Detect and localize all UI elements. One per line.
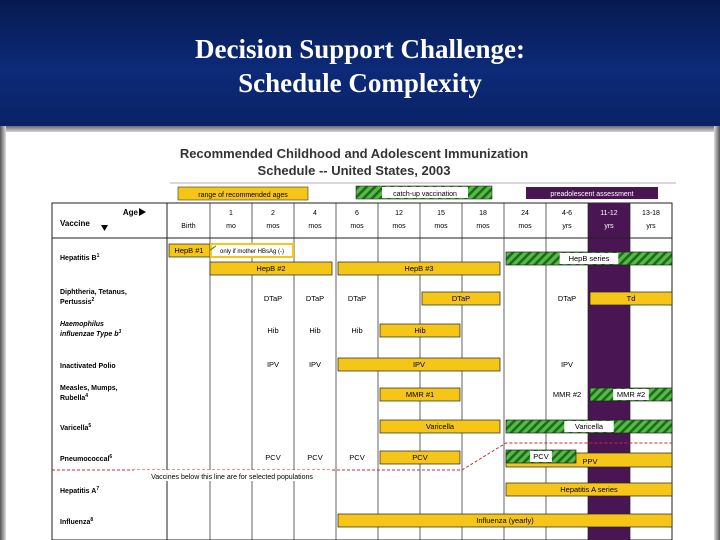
vaccine-var: Varicella$^5$ [60, 423, 92, 432]
age-8: 18 [479, 210, 487, 217]
hib-6mo: Hib [351, 326, 363, 335]
age-label: Age [122, 208, 138, 217]
age-7: 15 [437, 210, 445, 217]
legend-catchup: catch-up vaccination [393, 191, 457, 198]
vaccine-dtap-1: Diphtheria, Tetanus, [60, 289, 127, 296]
varicella-bar-label: Varicella [425, 422, 455, 431]
dtap-4-6y: DTaP [557, 294, 577, 303]
td-bar-label: Td [626, 294, 636, 303]
influenza-bar-label: Influenza (yearly) [476, 516, 534, 525]
hib-4mo: Hib [309, 326, 321, 335]
mmr2-4-6y: MMR #2 [552, 390, 582, 399]
divider-note: Vaccines below this line are for selected populations [151, 474, 313, 481]
age-unit-12: yrs [646, 223, 656, 230]
vaccine-hib-1: Haemophilus [60, 321, 104, 328]
mmr2-catchup-bar-label: MMR #2 [616, 390, 646, 399]
ipv-6-18-bar-label: IPV [412, 360, 426, 369]
mmr1-bar-label: MMR #1 [405, 390, 435, 399]
vaccine-hib-2: influenzae Type $b^3$ [60, 329, 122, 338]
ipv-4-6y: IPV [560, 360, 574, 369]
age-6: 12 [395, 210, 403, 217]
age-unit-7: mos [434, 223, 448, 230]
legend-preadolescent: preadolescent assessment [550, 191, 634, 198]
dtap-6mo: DTaP [347, 294, 367, 303]
age-unit-3: mos [266, 223, 280, 230]
age-12: 13-18 [642, 210, 660, 217]
age-unit-11: yrs [604, 223, 614, 230]
age-unit-2: mo [226, 223, 236, 230]
hepb-note: only if mother HBsAg (-) [219, 249, 285, 255]
pcv-4mo: PCV [307, 453, 323, 462]
age-1: Birth [181, 223, 196, 230]
dtap-4mo: DTaP [305, 294, 325, 303]
age-11: 11-12 [600, 210, 618, 217]
age-9: 24 [521, 210, 529, 217]
hepb1-label: HepB #1 [174, 246, 204, 255]
varicella-catchup-bar-label: Varicella [574, 422, 604, 431]
pcv-6mo: PCV [349, 453, 365, 462]
hepb2-bar-label: HepB #2 [256, 264, 286, 273]
pcv-catchup-bar-label: PCV [533, 452, 549, 461]
hepa-series-bar-label: Hepatitis A series [560, 485, 618, 494]
age-2: 1 [229, 210, 233, 217]
slide-title-line1: Decision Support Challenge: [194, 34, 526, 64]
vaccine-dtap-2: Pertussis$^2$ [60, 297, 95, 306]
hepb3-bar-label: HepB #3 [404, 264, 434, 273]
age-unit-10: yrs [562, 223, 572, 230]
age-unit-5: mos [350, 223, 364, 230]
age-unit-4: mos [308, 223, 322, 230]
dtap-2mo: DTaP [263, 294, 283, 303]
hib-2mo: Hib [267, 326, 279, 335]
age-unit-6: mos [392, 223, 406, 230]
age-10: 4-6 [561, 210, 573, 217]
vaccine-mmr-1: Measles, Mumps, [60, 385, 118, 392]
age-unit-9: mos [518, 223, 532, 230]
age-4: 4 [313, 210, 317, 217]
schedule-subtitle: Schedule -- United States, 2003 [257, 163, 451, 178]
vaccine-hepb: Hepatitis $B^1$ [60, 253, 100, 262]
legend-recommended: range of recommended ages [198, 192, 288, 199]
ppv-label: PPV [582, 457, 598, 466]
hepb-series-bar-label: HepB series [568, 254, 610, 263]
vaccine-label: Vaccine [60, 219, 90, 228]
slide-title-line2: Schedule Complexity [238, 68, 482, 98]
age-5: 6 [355, 210, 359, 217]
dtap-15-18-bar-label: DTaP [451, 294, 471, 303]
schedule-title: Recommended Childhood and Adolescent Immunization [179, 146, 529, 161]
vaccine-ipv: Inactivated Polio [60, 363, 116, 370]
ipv-2mo: IPV [266, 360, 280, 369]
age-3: 2 [271, 210, 275, 217]
vaccine-hepa: Hepatitis $A^7$ [60, 486, 100, 495]
ipv-4mo: IPV [308, 360, 322, 369]
vaccine-flu: Influenza$^8$ [60, 517, 94, 526]
vaccine-pcv: Pneumococcal$^6$ [60, 454, 113, 463]
pcv-2mo: PCV [265, 453, 281, 462]
pcv-12-15-bar-label: PCV [412, 453, 428, 462]
age-unit-8: mos [476, 223, 490, 230]
hib-12-15-bar-label: Hib [414, 326, 426, 335]
vaccine-mmr-2: Rubella$^4$ [60, 393, 89, 402]
